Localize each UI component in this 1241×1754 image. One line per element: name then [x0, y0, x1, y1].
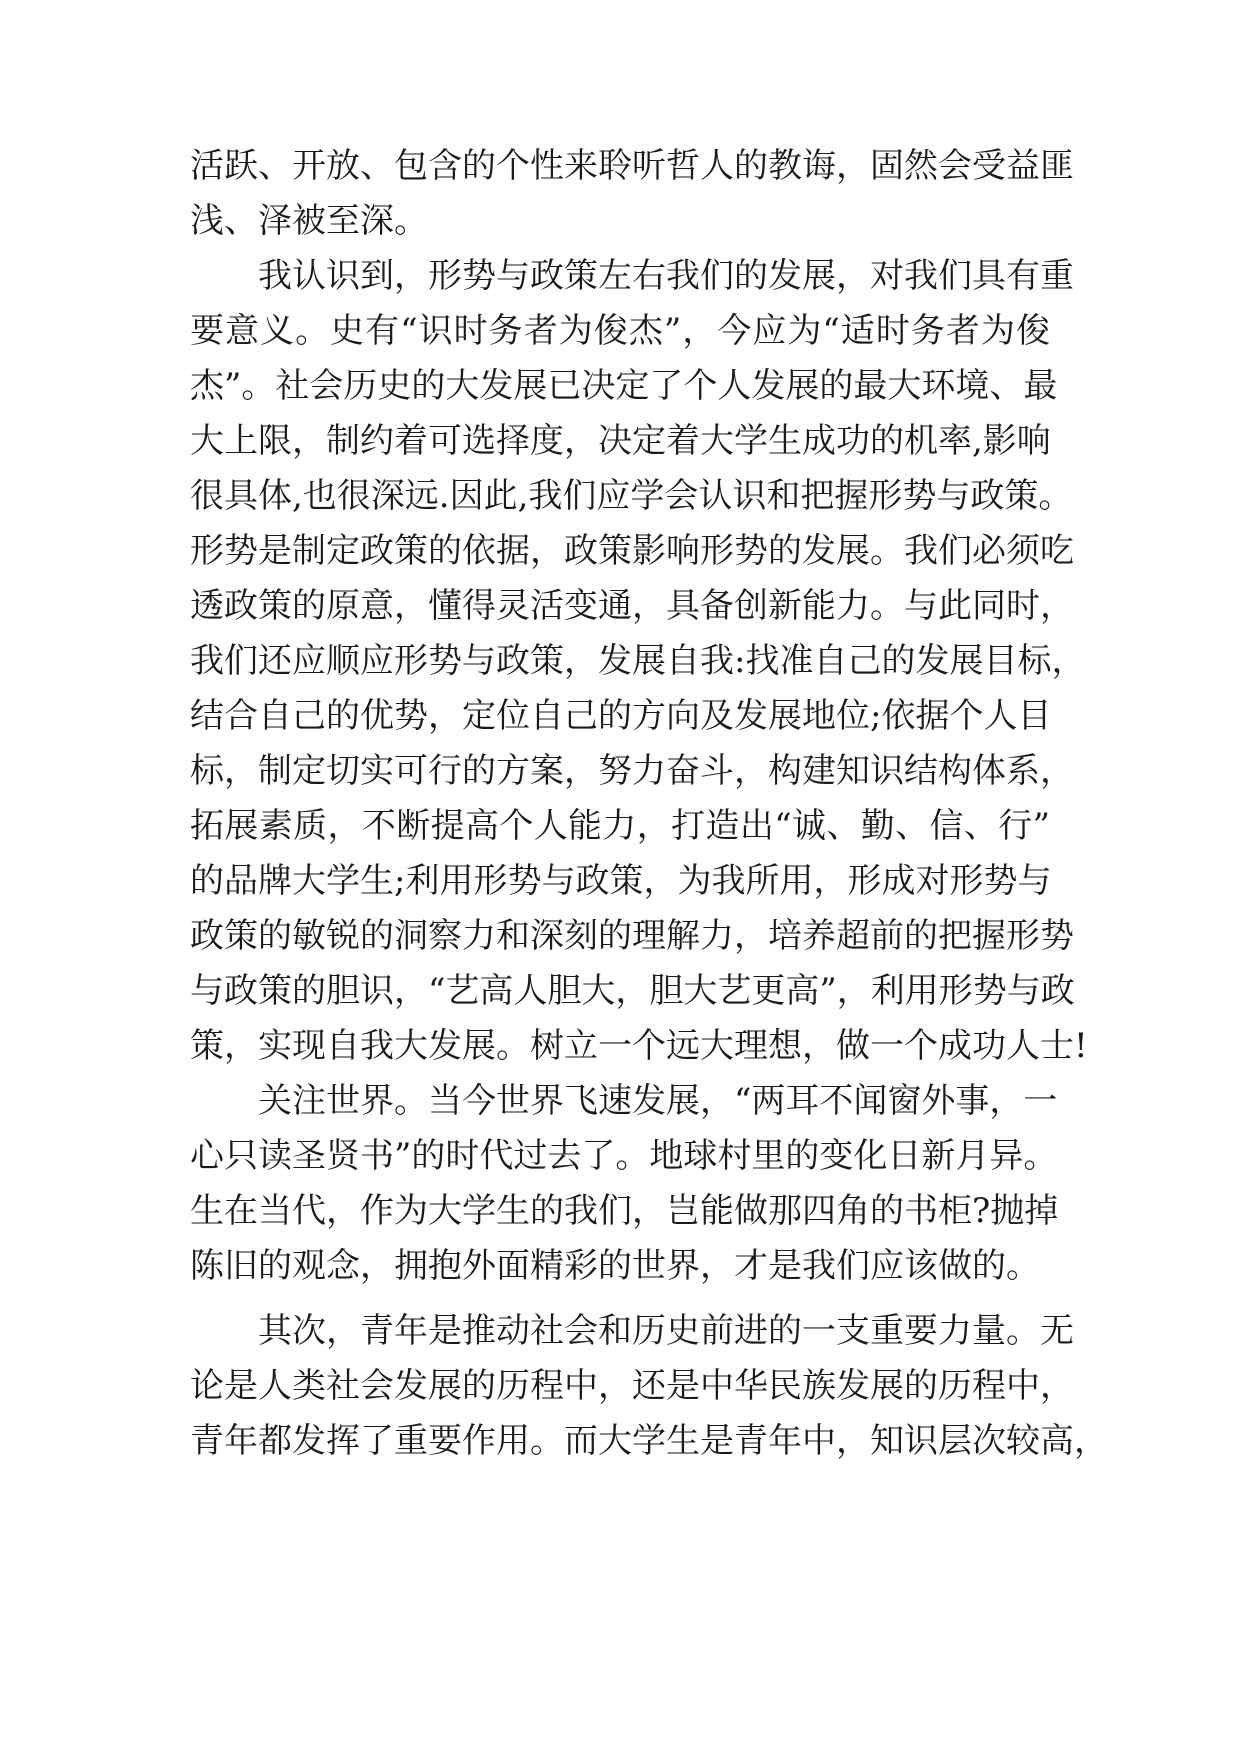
text-line: 陈旧的观念，拥抱外面精彩的世界，才是我们应该做的。 — [190, 1246, 1040, 1286]
text-line: 论是人类社会发展的历程中，还是中华民族发展的历程中， — [190, 1366, 1074, 1406]
text-line: 策，实现自我大发展。树立一个远大理想，做一个成功人士! — [190, 1026, 1088, 1066]
text-line: 杰”。社会历史的大发展已决定了个人发展的最大环境、最 — [190, 366, 1058, 406]
text-line: 与政策的胆识，“艺高人胆大，胆大艺更高”，利用形势与政 — [190, 971, 1075, 1011]
text-line: 我认识到，形势与政策左右我们的发展，对我们具有重 — [258, 256, 1074, 296]
text-line: 生在当代，作为大学生的我们，岂能做那四角的书柜?抛掉 — [190, 1191, 1059, 1231]
text-line: 浅、泽被至深。 — [190, 201, 428, 241]
text-line: 其次，青年是推动社会和历史前进的一支重要力量。无 — [258, 1311, 1074, 1351]
text-line: 活跃、开放、包含的个性来聆听哲人的教诲，固然会受益匪 — [190, 146, 1074, 186]
text-line: 透政策的原意，懂得灵活变通，具备创新能力。与此同时， — [190, 586, 1074, 626]
text-line: 结合自己的优势，定位自己的方向及发展地位;依据个人目 — [190, 696, 1052, 736]
text-line: 我们还应顺应形势与政策，发展自我:找准自己的发展目标， — [190, 641, 1086, 681]
text-line: 心只读圣贤书”的时代过去了。地球村里的变化日新月异。 — [190, 1136, 1058, 1176]
text-line: 要意义。史有“识时务者为俊杰”，今应为“适时务者为俊 — [190, 311, 1050, 351]
text-line: 关注世界。当今世界飞速发展，“两耳不闻窗外事，一 — [258, 1081, 1058, 1121]
text-line: 标，制定切实可行的方案，努力奋斗，构建知识结构体系， — [190, 751, 1074, 791]
text-line: 形势是制定政策的依据，政策影响形势的发展。我们必须吃 — [190, 531, 1074, 571]
text-line: 的品牌大学生;利用形势与政策，为我所用，形成对形势与 — [190, 861, 1052, 901]
text-line: 拓展素质，不断提高个人能力，打造出“诚、勤、信、行” — [190, 806, 1050, 846]
text-line: 政策的敏锐的洞察力和深刻的理解力，培养超前的把握形势 — [190, 916, 1074, 956]
text-line: 很具体,也很深远.因此,我们应学会认识和把握形势与政策。 — [190, 476, 1073, 516]
text-line: 大上限，制约着可选择度，决定着大学生成功的机率,影响 — [190, 421, 1051, 461]
text-line: 青年都发挥了重要作用。而大学生是青年中，知识层次较高， — [190, 1421, 1108, 1461]
